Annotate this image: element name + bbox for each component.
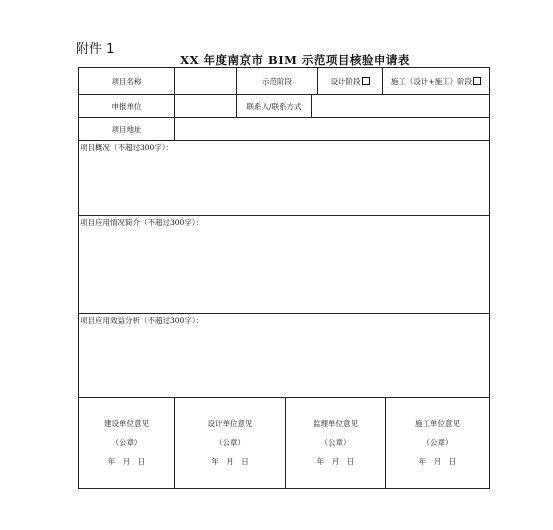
applicant-label: 申报单位 [111, 101, 142, 111]
address-label: 项目地址 [111, 124, 142, 134]
signature-date: 年 月 日 [211, 457, 249, 466]
attachment-label: 附件 1 [76, 42, 115, 57]
construction-unit-opinion [79, 414, 174, 471]
applicant-value[interactable] [175, 95, 236, 117]
address-value[interactable] [175, 118, 489, 140]
project-name-value[interactable] [175, 68, 236, 94]
signature-org: 设计单位意见 [207, 419, 253, 428]
contact-value[interactable] [312, 95, 489, 117]
supervision-unit-opinion [286, 414, 385, 471]
overview-label: 项目概况（不超过300字）： [80, 143, 174, 152]
signature-org: 监理单位意见 [313, 419, 358, 428]
construction-stage-text: 施工（设计+施工）阶段 [390, 76, 473, 86]
contact-label: 联系人/联系方式 [246, 101, 302, 111]
signature-seal: （公章） [111, 438, 142, 447]
signature-org: 施工单位意见 [415, 419, 460, 428]
signature-date: 年 月 日 [107, 457, 146, 466]
demo-stage-label: 示范阶段 [262, 76, 292, 86]
signature-seal: （公章） [215, 438, 245, 447]
construction-stage-checkbox[interactable] [473, 77, 481, 85]
form-title: XX 年度南京市 BIM 示范项目核验申请表 [180, 53, 410, 67]
signature-seal: （公章） [422, 438, 453, 447]
contractor-unit-opinion [386, 414, 489, 471]
signature-date: 年 月 日 [418, 457, 457, 466]
design-unit-opinion [175, 414, 285, 471]
signature-org: 建设单位意见 [104, 419, 149, 428]
application-label: 项目应用情况简介（不超过300字）： [80, 218, 204, 227]
design-stage-text: 设计阶段 [330, 76, 361, 86]
signature-seal: （公章） [320, 438, 351, 447]
design-stage-option[interactable] [318, 68, 382, 94]
design-stage-checkbox[interactable] [362, 77, 370, 85]
signature-date: 年 月 日 [316, 457, 355, 466]
project-name-label: 项目名称 [111, 76, 142, 86]
construction-stage-option[interactable] [383, 68, 489, 94]
benefit-label: 项目应用效益分析（不超过300字）： [80, 316, 204, 325]
